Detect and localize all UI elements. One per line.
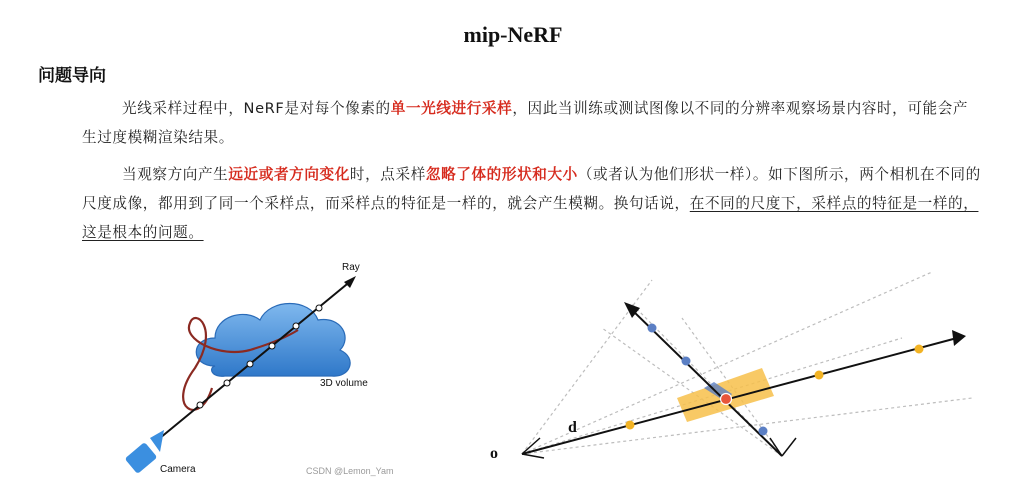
page-title: mip-NeRF	[463, 22, 563, 47]
para1-text-2: ，因此当训练或测试图像以不同的分辨率观察场景内容时，可能会产生过度模糊渲染结果。	[82, 100, 969, 146]
para2-emphasis-2: 忽略了体的形状和大小	[425, 166, 578, 183]
sample-point	[682, 357, 691, 366]
cone-boundaries	[522, 272, 972, 456]
paragraph-1	[82, 94, 982, 152]
sample-point	[648, 324, 657, 333]
sample-point	[293, 323, 299, 329]
para1-text-1: 光线采样过程中，NeRF是对每个像素的	[122, 100, 391, 117]
shared-sample-point	[721, 394, 732, 405]
volume-label: 3D volume	[320, 378, 368, 389]
sample-point	[197, 402, 203, 408]
para1-emphasis: 单一光线进行采样	[390, 100, 513, 117]
section-heading: 问题导向	[38, 66, 106, 86]
ray-volume-diagram	[120, 258, 380, 480]
sample-point	[815, 371, 824, 380]
figure-cone-sampling	[482, 268, 1002, 482]
para2-underlined: 在不同的尺度下，采样点的特征是一样的，这是根本的问题。	[82, 195, 979, 241]
ray-1-arrowhead	[952, 330, 966, 346]
direction-label: d	[568, 419, 577, 436]
sample-point	[759, 427, 768, 436]
watermark: CSDN @Lemon_Yam	[306, 466, 394, 476]
sample-point	[915, 345, 924, 354]
camera-label: Camera	[160, 464, 196, 475]
cone-sampling-diagram	[482, 268, 1002, 482]
figure-ray-volume	[120, 258, 380, 480]
sample-point	[269, 343, 275, 349]
paragraph-2	[82, 160, 982, 247]
sample-point	[626, 421, 635, 430]
para2-emphasis-1: 远近或者方向变化	[228, 166, 350, 183]
volume-cloud	[196, 304, 350, 377]
camera-icon	[125, 430, 164, 474]
ray-1	[522, 338, 957, 454]
origin-label: o	[490, 445, 498, 462]
ray-label: Ray	[342, 262, 360, 273]
sample-point	[316, 305, 322, 311]
para2-text-2: 时，点采样	[349, 166, 426, 183]
para2-text-3: （或者认为他们形状一样）。如下图所示，两个相机在不同的尺度成像，都用到了同一个采样点，而采样点的特征是一样的，就会产生模糊。换句话说，	[82, 166, 981, 212]
sample-point	[224, 380, 230, 386]
sample-point	[247, 361, 253, 367]
para2-text-1: 当观察方向产生	[122, 166, 229, 183]
